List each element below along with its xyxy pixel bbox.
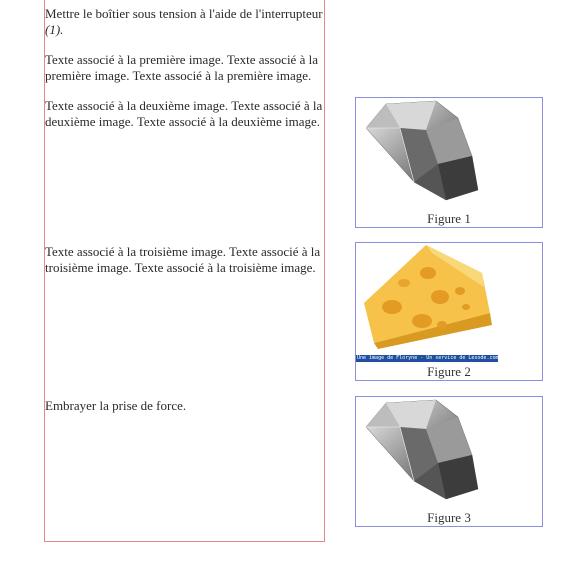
figure-2-caption: Figure 2 <box>427 364 471 379</box>
paragraph-third-image: Texte associé à la troisième image. Texte associé à la troisième image. Texte associé à la troisième image. <box>45 244 321 275</box>
figure-1 <box>355 97 543 228</box>
image-watermark: Une image de Floryne - Un service de Lesode.com - 15/07 <box>357 355 523 361</box>
figure-2 <box>355 242 543 381</box>
diamond-image <box>356 397 542 509</box>
paragraph-power-on-ref: (1). <box>45 22 64 37</box>
figure-1-caption: Figure 1 <box>427 211 471 226</box>
paragraph-second-image: Texte associé à la deuxième image. Texte associé à la deuxième image. Texte associé à la deuxième image. <box>45 98 323 129</box>
paragraph-power-on-text: Mettre le boîtier sous tension à l'aide de l'interrupteur <box>45 6 323 21</box>
figure-3 <box>355 396 543 527</box>
cheese-image <box>356 243 523 362</box>
paragraph-first-image: Texte associé à la première image. Texte associé à la première image. Texte associé à la première image. <box>45 52 318 83</box>
paragraph-power-on <box>45 6 329 38</box>
text-column <box>44 0 325 542</box>
figure-3-caption: Figure 3 <box>427 510 471 525</box>
paragraph-engage-pto: Embrayer la prise de force. <box>45 398 187 413</box>
diamond-image <box>356 98 542 210</box>
